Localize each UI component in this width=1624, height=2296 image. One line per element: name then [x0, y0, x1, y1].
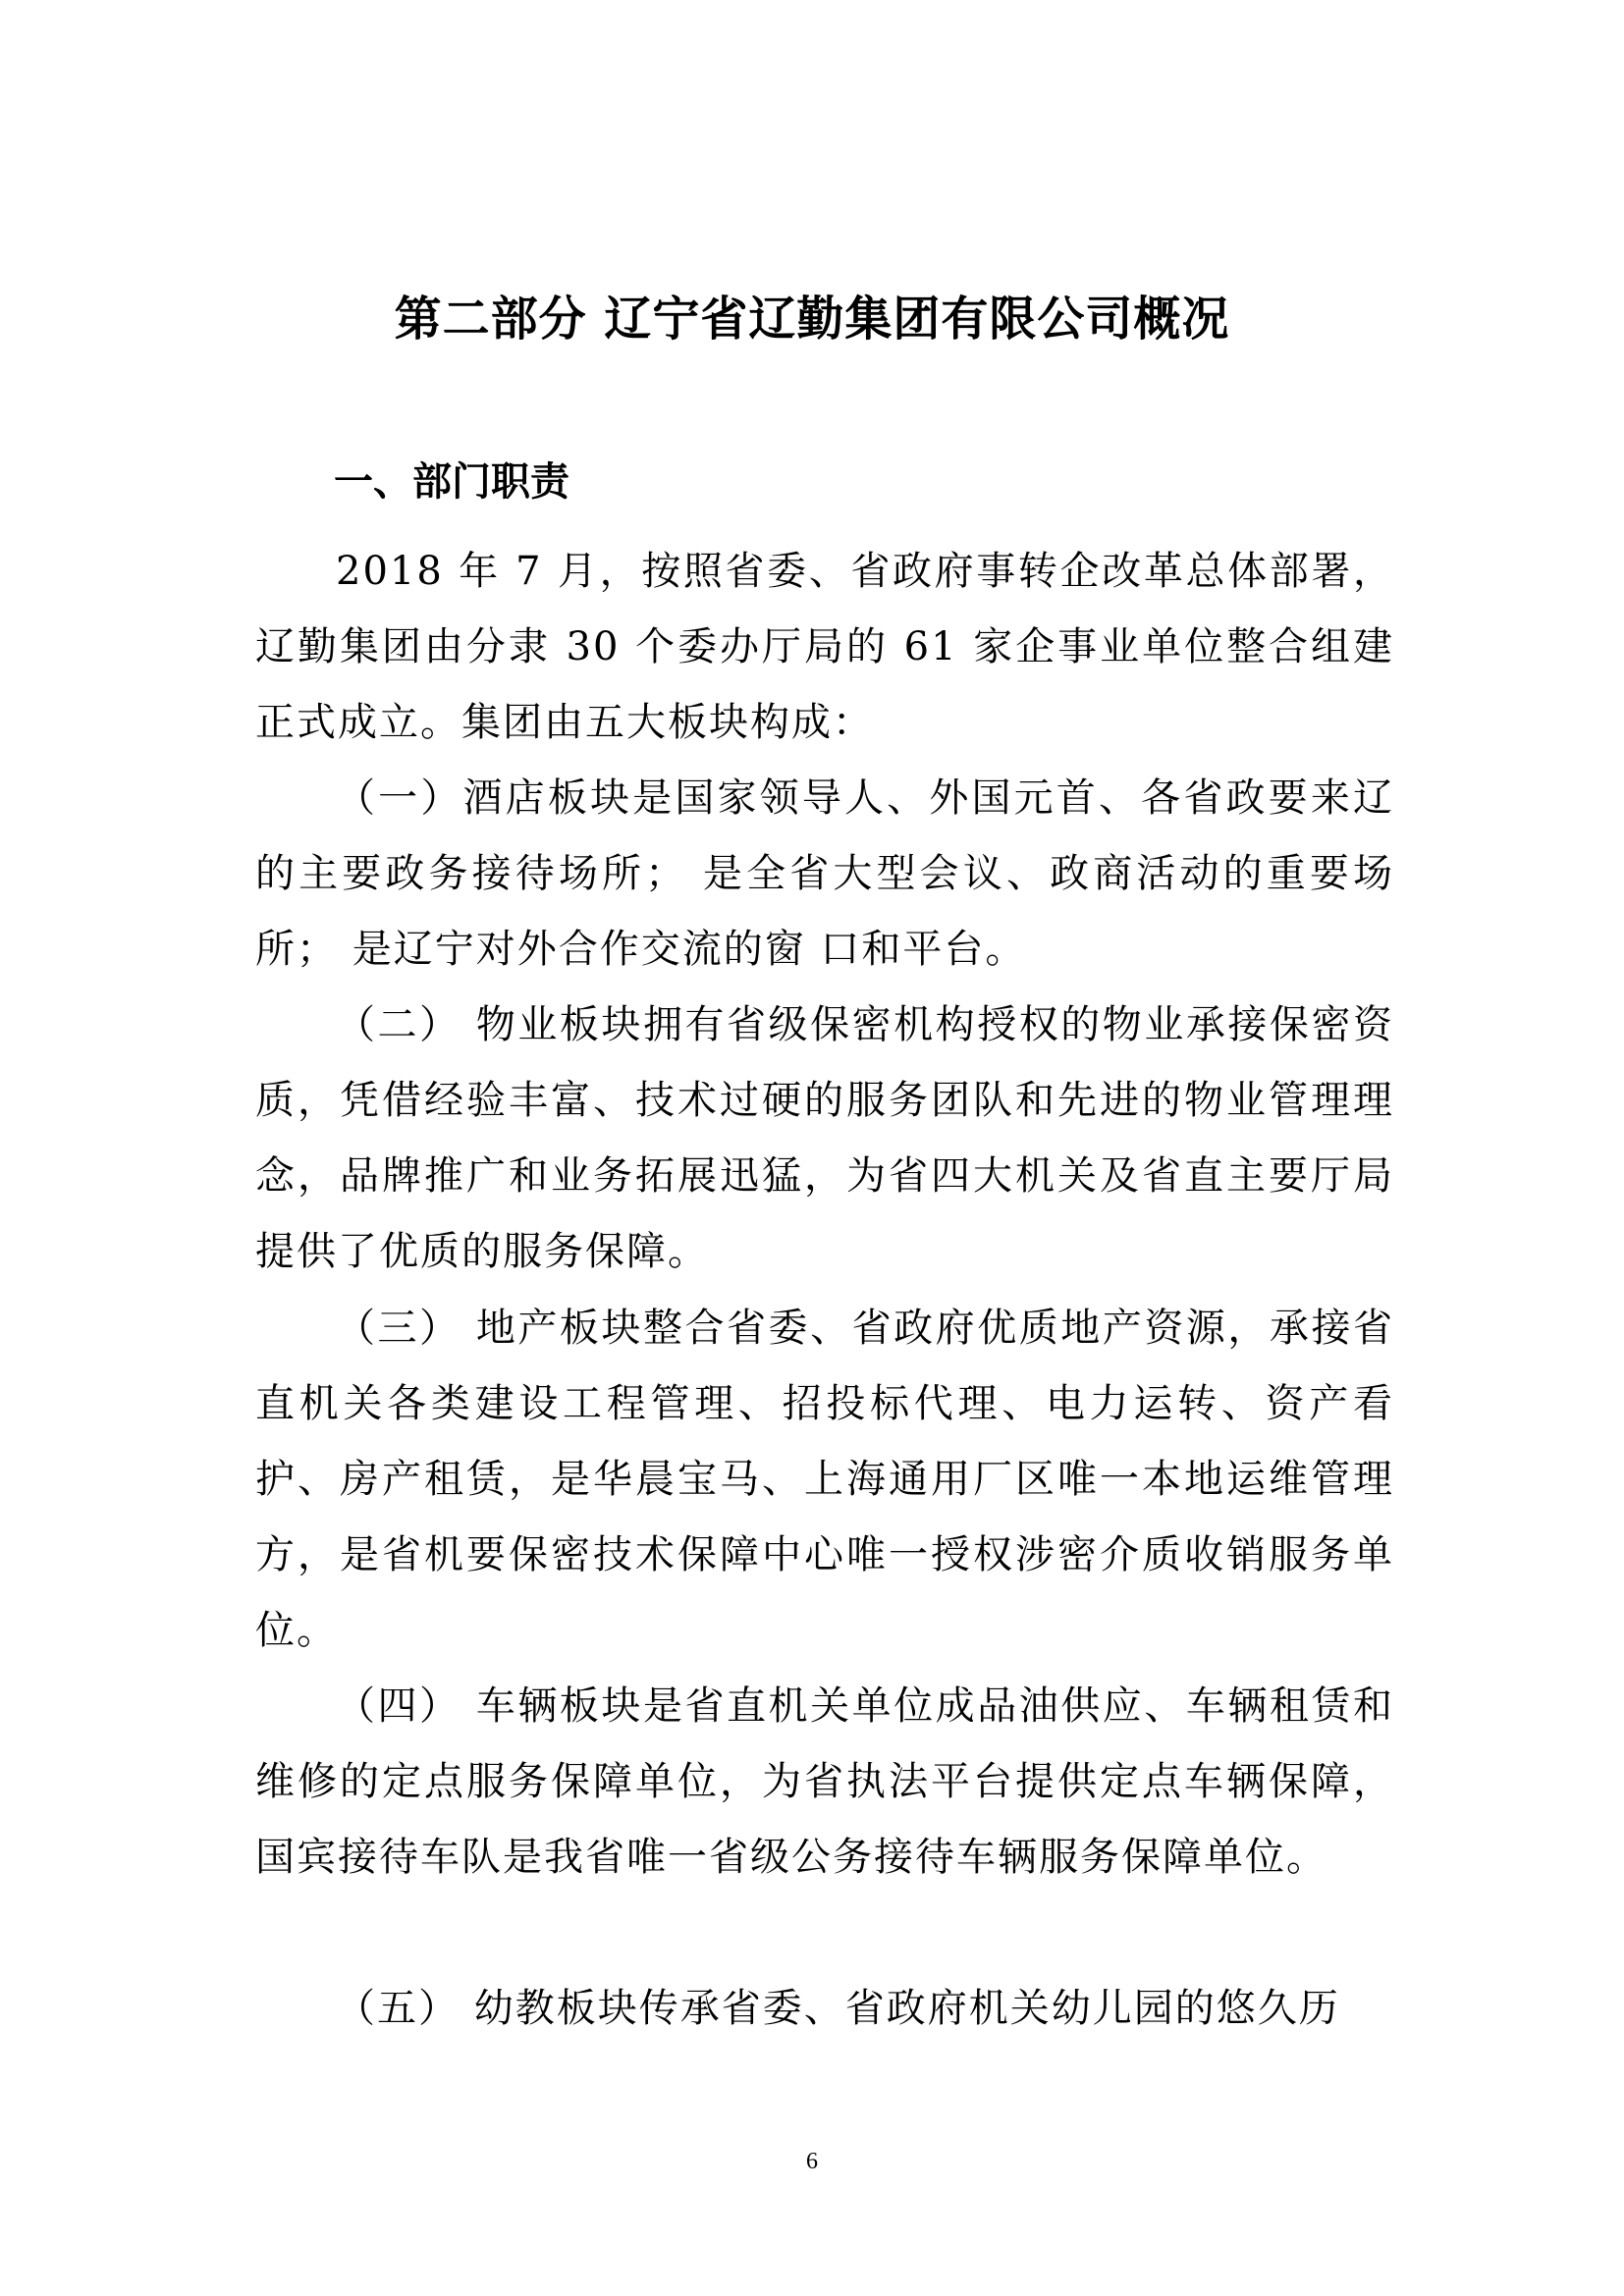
paragraph-real-estate-sector: （三） 地产板块整合省委、省政府优质地产资源，承接省直机关各类建设工程管理、招投标代理、电力运转、资产看护、房产租赁，是华晨宝马、上海通用厂区唯一本地运维管理方，是省机要保密技术保障中心唯一授权涉密介质收销服务单位。 — [255, 1306, 1394, 1653]
page-number: 6 — [806, 2149, 818, 2174]
paragraph-education-sector: （五） 幼教板块传承省委、省政府机关幼儿园的悠久历 — [336, 1986, 1340, 2031]
document-title: 第二部分 辽宁省辽勤集团有限公司概况 — [394, 292, 1230, 347]
paragraph-intro: 2018 年 7 月，按照省委、省政府事转企改革总体部署，辽勤集团由分隶 30 个委办厅局的 61 家企事业单位整合组建正式成立。集团由五大板块构成： — [255, 549, 1394, 745]
section-heading: 一、部门职责 — [334, 459, 569, 505]
paragraph-property-sector: （二） 物业板块拥有省级保密机构授权的物业承接保密资质，凭借经验丰富、技术过硬的服务团队和先进的物业管理理念，品牌推广和业务拓展迅猛，为省四大机关及省直主要厅局提供了优质的服务保障。 — [255, 1002, 1394, 1274]
paragraph-vehicle-sector: （四） 车辆板块是省直机关单位成品油供应、车辆租赁和维修的定点服务保障单位，为省执法平台提供定点车辆保障，国宾接待车队是我省唯一省级公务接待车辆服务保障单位。 — [255, 1683, 1394, 1880]
paragraph-hotel-sector: （一）酒店板块是国家领导人、外国元首、各省政要来辽的主要政务接待场所； 是全省大型会议、政商活动的重要场所； 是辽宁对外合作交流的窗 口和平台。 — [255, 775, 1394, 972]
